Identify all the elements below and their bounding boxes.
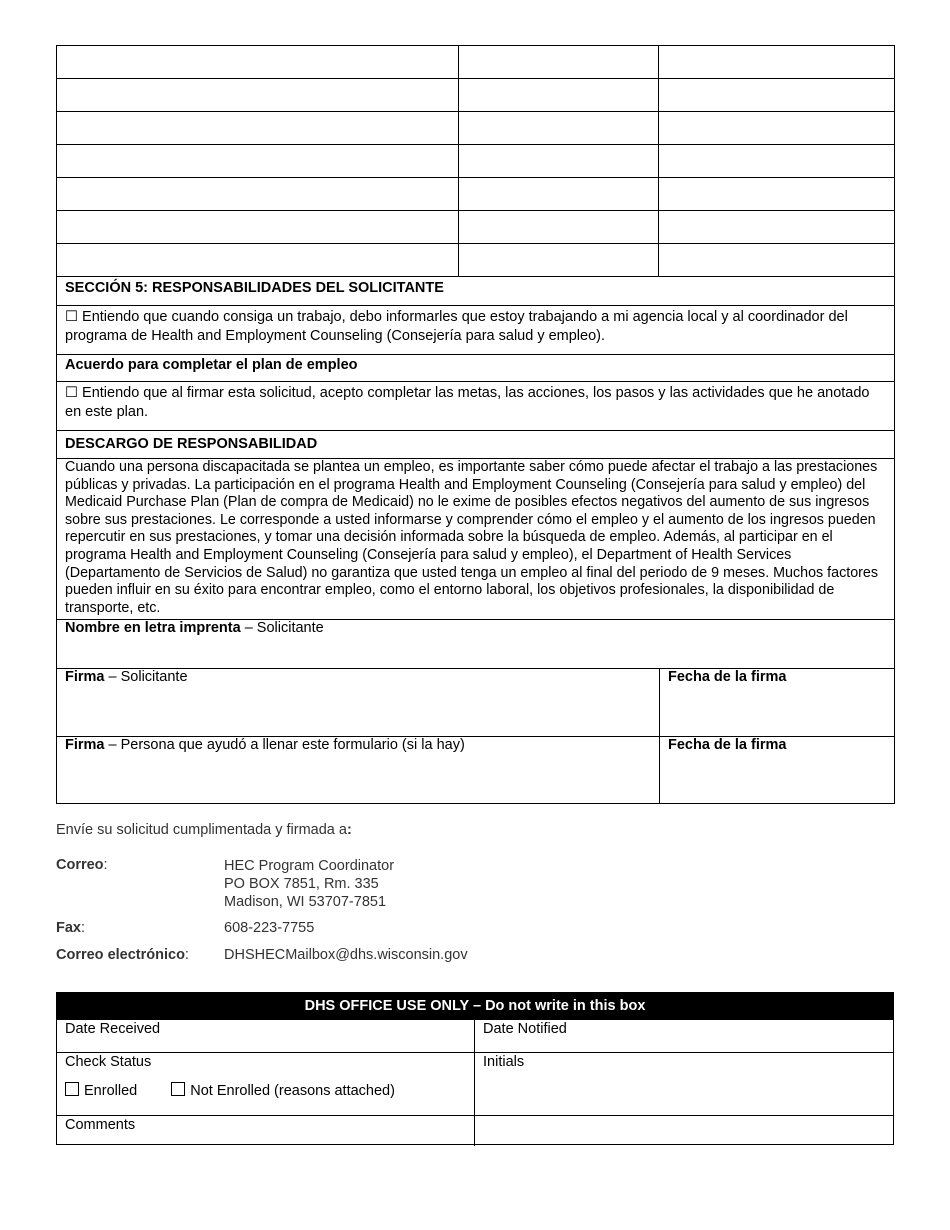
- office-use-header: DHS OFFICE USE ONLY – Do not write in this box: [57, 993, 893, 1020]
- office-row-comments: [57, 1116, 893, 1146]
- grid-cell[interactable]: [659, 46, 895, 79]
- helper-signature-date-label: Fecha de la firma: [668, 737, 787, 753]
- table-row: [57, 79, 895, 112]
- helper-signature-role: – Persona que ayudó a llenar este formulario (si la hay): [104, 737, 465, 753]
- section5-title: SECCIÓN 5: RESPONSABILIDADES DEL SOLICITANTE: [65, 280, 444, 296]
- statement1-checkbox[interactable]: ☐: [65, 309, 78, 325]
- grid-cell[interactable]: [57, 145, 459, 178]
- statement2-checkbox[interactable]: ☐: [65, 385, 78, 401]
- comments-field[interactable]: [57, 1116, 475, 1146]
- section5-title-row: [57, 274, 894, 306]
- email-label-colon: :: [184, 947, 189, 963]
- grid-cell[interactable]: [57, 46, 459, 79]
- disclaimer-title: DESCARGO DE RESPONSABILIDAD: [65, 436, 318, 452]
- mailing-intro-colon: :: [346, 822, 352, 838]
- fax-label-colon: :: [81, 920, 86, 936]
- date-received-label: Date Received: [65, 1021, 161, 1037]
- helper-signature-date-field[interactable]: [660, 737, 894, 803]
- table-row: [57, 244, 895, 277]
- grid-cell[interactable]: [458, 145, 659, 178]
- not-enrolled-option[interactable]: [171, 1083, 395, 1099]
- email-label-text: Correo electrónico: [56, 947, 185, 963]
- email-address[interactable]: DHSHECMailbox@dhs.wisconsin.gov: [224, 947, 468, 963]
- initials-field[interactable]: [475, 1053, 893, 1115]
- grid-cell[interactable]: [659, 145, 895, 178]
- email-label: [56, 947, 189, 963]
- statement2-text: Entiendo que al firmar esta solicitud, acepto completar las metas, las acciones, los pasos y las actividades que he anotado en este plan.: [65, 385, 870, 420]
- grid-cell[interactable]: [57, 244, 459, 277]
- grid-cell[interactable]: [659, 244, 895, 277]
- table-row: [57, 178, 895, 211]
- grid-cell[interactable]: [659, 112, 895, 145]
- grid-cell[interactable]: [659, 79, 895, 112]
- status-options: [65, 1082, 466, 1099]
- enrolled-label: Enrolled: [84, 1083, 138, 1099]
- table-row: [57, 112, 895, 145]
- mail-label: [56, 857, 108, 873]
- applicant-signature-role: – Solicitante: [104, 669, 188, 685]
- table-row: [57, 211, 895, 244]
- enrolled-option[interactable]: [65, 1083, 141, 1099]
- grid-cell[interactable]: [57, 178, 459, 211]
- agreement-title-row: [57, 355, 894, 382]
- disclaimer-row: [57, 459, 894, 620]
- grid-cell[interactable]: [659, 211, 895, 244]
- print-name-label: Nombre en letra imprenta: [65, 620, 241, 636]
- grid-cell[interactable]: [458, 178, 659, 211]
- applicant-signature-date-field[interactable]: [660, 669, 894, 736]
- statement2-row: [57, 382, 894, 431]
- section5-block: [56, 274, 895, 804]
- grid-cell[interactable]: [458, 79, 659, 112]
- mail-address-line: HEC Program Coordinator: [224, 858, 395, 874]
- disclaimer-title-row: [57, 431, 894, 459]
- applicant-signature-row: [57, 669, 894, 737]
- mail-address-line: Madison, WI 53707-7851: [224, 894, 387, 910]
- helper-signature-field[interactable]: [57, 737, 660, 803]
- mailing-intro-text: Envíe su solicitud cumplimentada y firmada a: [56, 822, 347, 838]
- initials-label: Initials: [483, 1054, 525, 1070]
- fax-number: 608-223-7755: [224, 920, 315, 936]
- activity-grid-table: [56, 45, 895, 277]
- office-use-box: [56, 992, 894, 1145]
- agreement-title: Acuerdo para completar el plan de empleo: [65, 357, 358, 373]
- mail-address-line: PO BOX 7851, Rm. 335: [224, 876, 379, 892]
- statement1-text: Entiendo que cuando consiga un trabajo, debo informarles que estoy trabajando a mi agencia local y al coordinador del programa de Health and Employment Counseling (Consejería para salud y empleo).: [65, 309, 848, 344]
- table-row: [57, 46, 895, 79]
- print-name-row: [57, 620, 894, 669]
- date-notified-label: Date Notified: [483, 1021, 567, 1037]
- grid-cell[interactable]: [458, 112, 659, 145]
- office-row-status: [57, 1053, 893, 1116]
- not-enrolled-label: Not Enrolled (reasons attached): [190, 1083, 395, 1099]
- helper-signature-row: [57, 737, 894, 803]
- grid-cell[interactable]: [659, 178, 895, 211]
- enrolled-checkbox[interactable]: [65, 1082, 79, 1096]
- statement1-row: [57, 306, 894, 355]
- applicant-signature-label: Firma: [65, 669, 105, 685]
- date-received-field[interactable]: [57, 1020, 475, 1052]
- applicant-signature-date-label: Fecha de la firma: [668, 669, 787, 685]
- office-row-dates: [57, 1020, 893, 1053]
- mailing-intro: [56, 822, 352, 838]
- date-notified-field[interactable]: [475, 1020, 893, 1052]
- comments-label: Comments: [65, 1117, 136, 1133]
- helper-signature-label: Firma: [65, 737, 105, 753]
- fax-label: [56, 920, 85, 936]
- grid-cell[interactable]: [458, 244, 659, 277]
- comments-extra-field[interactable]: [475, 1116, 893, 1146]
- grid-cell[interactable]: [57, 112, 459, 145]
- applicant-signature-field[interactable]: [57, 669, 660, 736]
- not-enrolled-checkbox[interactable]: [171, 1082, 185, 1096]
- print-name-role: – Solicitante: [240, 620, 324, 636]
- table-row: [57, 145, 895, 178]
- grid-cell[interactable]: [57, 211, 459, 244]
- mail-address: [224, 857, 394, 911]
- fax-label-text: Fax: [56, 920, 81, 936]
- check-status-label: Check Status: [65, 1054, 152, 1070]
- grid-cell[interactable]: [458, 211, 659, 244]
- grid-cell[interactable]: [458, 46, 659, 79]
- check-status-field: [57, 1053, 475, 1115]
- mail-label-colon: :: [103, 857, 108, 873]
- grid-cell[interactable]: [57, 79, 459, 112]
- disclaimer-text: Cuando una persona discapacitada se plantea un empleo, es importante saber cómo puede afectar el trabajo a las prestaciones públicas y privadas. La participación en el programa Health and Employment Counseling (Consejería para salud y empleo) del Medicaid Purchase Plan (Plan de compra de Medicaid) no le exime de posibles efectos negativos del aumento de sus ingresos sobre sus prestaciones. Le corresponde a usted informarse y comprender cómo el empleo y el aumento de los ingresos pueden repercutir en sus prestaciones, y tomar una decisión informada sobre la búsqueda de empleo. Además, al participar en el programa Health and Employment Counseling (Consejería para salud y empleo), el Department of Health Services (Departamento de Servicios de Salud) no garantiza que usted tenga un empleo al final del periodo de 9 meses. Muchos factores pueden influir en su éxito para encontrar empleo, como el entorno laboral, los objetivos profesionales, la disponibilidad de transporte, etc.: [65, 459, 879, 616]
- mail-label-text: Correo: [56, 857, 104, 873]
